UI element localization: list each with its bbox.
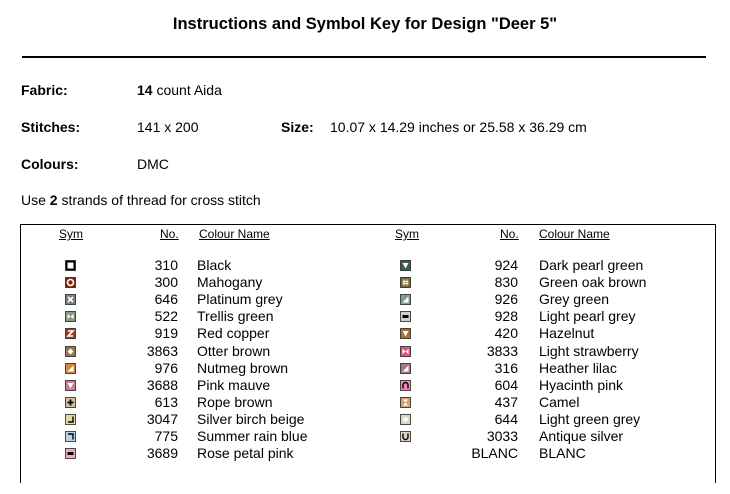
stitches-value: 141 x 200 — [137, 119, 199, 135]
dmc-number: 420 — [494, 325, 518, 342]
triangle-corner-icon — [400, 363, 411, 374]
colour-name: Hyacinth pink — [539, 376, 624, 393]
dmc-number: 300 — [154, 274, 178, 291]
key-row-right — [21, 377, 711, 394]
strands-instruction — [21, 192, 261, 208]
key-row-right — [21, 411, 711, 428]
header-sym-right: Sym — [395, 227, 419, 241]
key-row-right — [21, 360, 711, 377]
colour-name: Nutmeg brown — [197, 359, 289, 376]
fabric-value — [137, 82, 222, 98]
cup-icon — [400, 431, 411, 442]
colour-name: Green oak brown — [539, 274, 647, 291]
colour-name: Rose petal pink — [197, 445, 294, 462]
bar-icon — [400, 311, 411, 322]
key-row-right — [21, 325, 711, 342]
symbol-key-table — [20, 224, 716, 483]
colour-name: Silver birch beige — [197, 410, 305, 427]
dmc-number: 646 — [154, 291, 178, 308]
size-value: 10.07 x 14.29 inches or 25.58 x 36.29 cm — [330, 119, 587, 135]
strands-pre: Use — [21, 192, 46, 208]
header-name-right: Colour Name — [539, 227, 610, 241]
fabric-count: 14 — [137, 82, 153, 98]
colour-name: Grey green — [539, 291, 610, 308]
dmc-number: 613 — [154, 393, 178, 410]
hash-icon — [400, 277, 411, 288]
colours-value: DMC — [137, 156, 169, 172]
colour-name: Rope brown — [197, 393, 273, 410]
header-name-left: Colour Name — [199, 227, 270, 241]
dmc-number: 3033 — [486, 428, 518, 444]
key-row-right — [21, 343, 711, 360]
page-title: Instructions and Symbol Key for Design "Deer 5" — [172, 15, 558, 33]
dmc-number: 437 — [494, 393, 518, 410]
colour-name: Otter brown — [197, 342, 271, 359]
dmc-number: 3833 — [486, 342, 518, 359]
shield-icon — [400, 260, 411, 271]
key-row-right — [21, 274, 711, 291]
colour-name: Heather lilac — [539, 359, 617, 376]
fabric-label: Fabric: — [21, 82, 68, 98]
key-row-right — [21, 428, 711, 445]
dmc-number: 924 — [494, 257, 518, 273]
dmc-number: 604 — [494, 376, 518, 393]
blank-icon — [400, 448, 411, 459]
header-no-right: No. — [500, 227, 519, 241]
key-row-right — [21, 308, 711, 325]
strands-count: 2 — [49, 192, 58, 208]
header-sym-left: Sym — [59, 227, 83, 241]
colour-name: Platinum grey — [197, 291, 283, 308]
strands-post: strands of thread for cross stitch — [61, 192, 261, 208]
dmc-number: 644 — [494, 410, 518, 427]
dmc-number: 3863 — [146, 342, 178, 359]
header-no-left: No. — [160, 227, 179, 241]
colour-name: Trellis green — [197, 308, 274, 325]
dmc-number: 926 — [494, 291, 518, 308]
fabric-type: count Aida — [156, 82, 222, 98]
hourglass-side-icon — [400, 346, 411, 357]
colour-name: Light pearl grey — [539, 308, 636, 325]
dmc-number: 919 — [154, 325, 178, 342]
dmc-number: 3688 — [146, 376, 178, 393]
key-row-right — [21, 394, 711, 411]
title-divider — [22, 56, 706, 58]
hourglass-icon — [400, 397, 411, 408]
key-row-right — [21, 257, 711, 274]
arch-icon — [400, 380, 411, 391]
size-label: Size: — [281, 119, 314, 135]
colour-name: Pink mauve — [197, 376, 271, 393]
dmc-number: BLANC — [471, 445, 518, 462]
triangle-down-icon — [400, 328, 411, 339]
colour-name: Mahogany — [197, 274, 263, 291]
colour-name: Red copper — [197, 325, 270, 342]
dmc-number: 928 — [494, 308, 518, 325]
colour-name: Antique silver — [539, 428, 624, 444]
dmc-number: 522 — [154, 308, 178, 325]
colour-name: Dark pearl green — [539, 257, 644, 273]
key-row-right — [21, 291, 711, 308]
colour-name: Summer rain blue — [197, 428, 308, 444]
colour-name: Hazelnut — [539, 325, 595, 342]
dmc-number: 3047 — [146, 410, 178, 427]
diamond-icon — [400, 414, 411, 425]
key-row-right — [21, 445, 711, 462]
dmc-number: 976 — [154, 359, 178, 376]
dmc-number: 316 — [494, 359, 518, 376]
colour-name: Camel — [539, 393, 580, 410]
dmc-number: 775 — [154, 428, 178, 444]
dmc-number: 830 — [494, 274, 518, 291]
colour-name: BLANC — [539, 445, 586, 462]
colour-name: Light strawberry — [539, 342, 639, 359]
stitches-label: Stitches: — [21, 119, 81, 135]
dmc-number: 310 — [154, 257, 178, 273]
colour-name: Light green grey — [539, 410, 641, 427]
colour-name: Black — [197, 257, 232, 273]
dmc-number: 3689 — [146, 445, 178, 462]
colours-label: Colours: — [21, 156, 79, 172]
triangle-corner-icon — [400, 294, 411, 305]
